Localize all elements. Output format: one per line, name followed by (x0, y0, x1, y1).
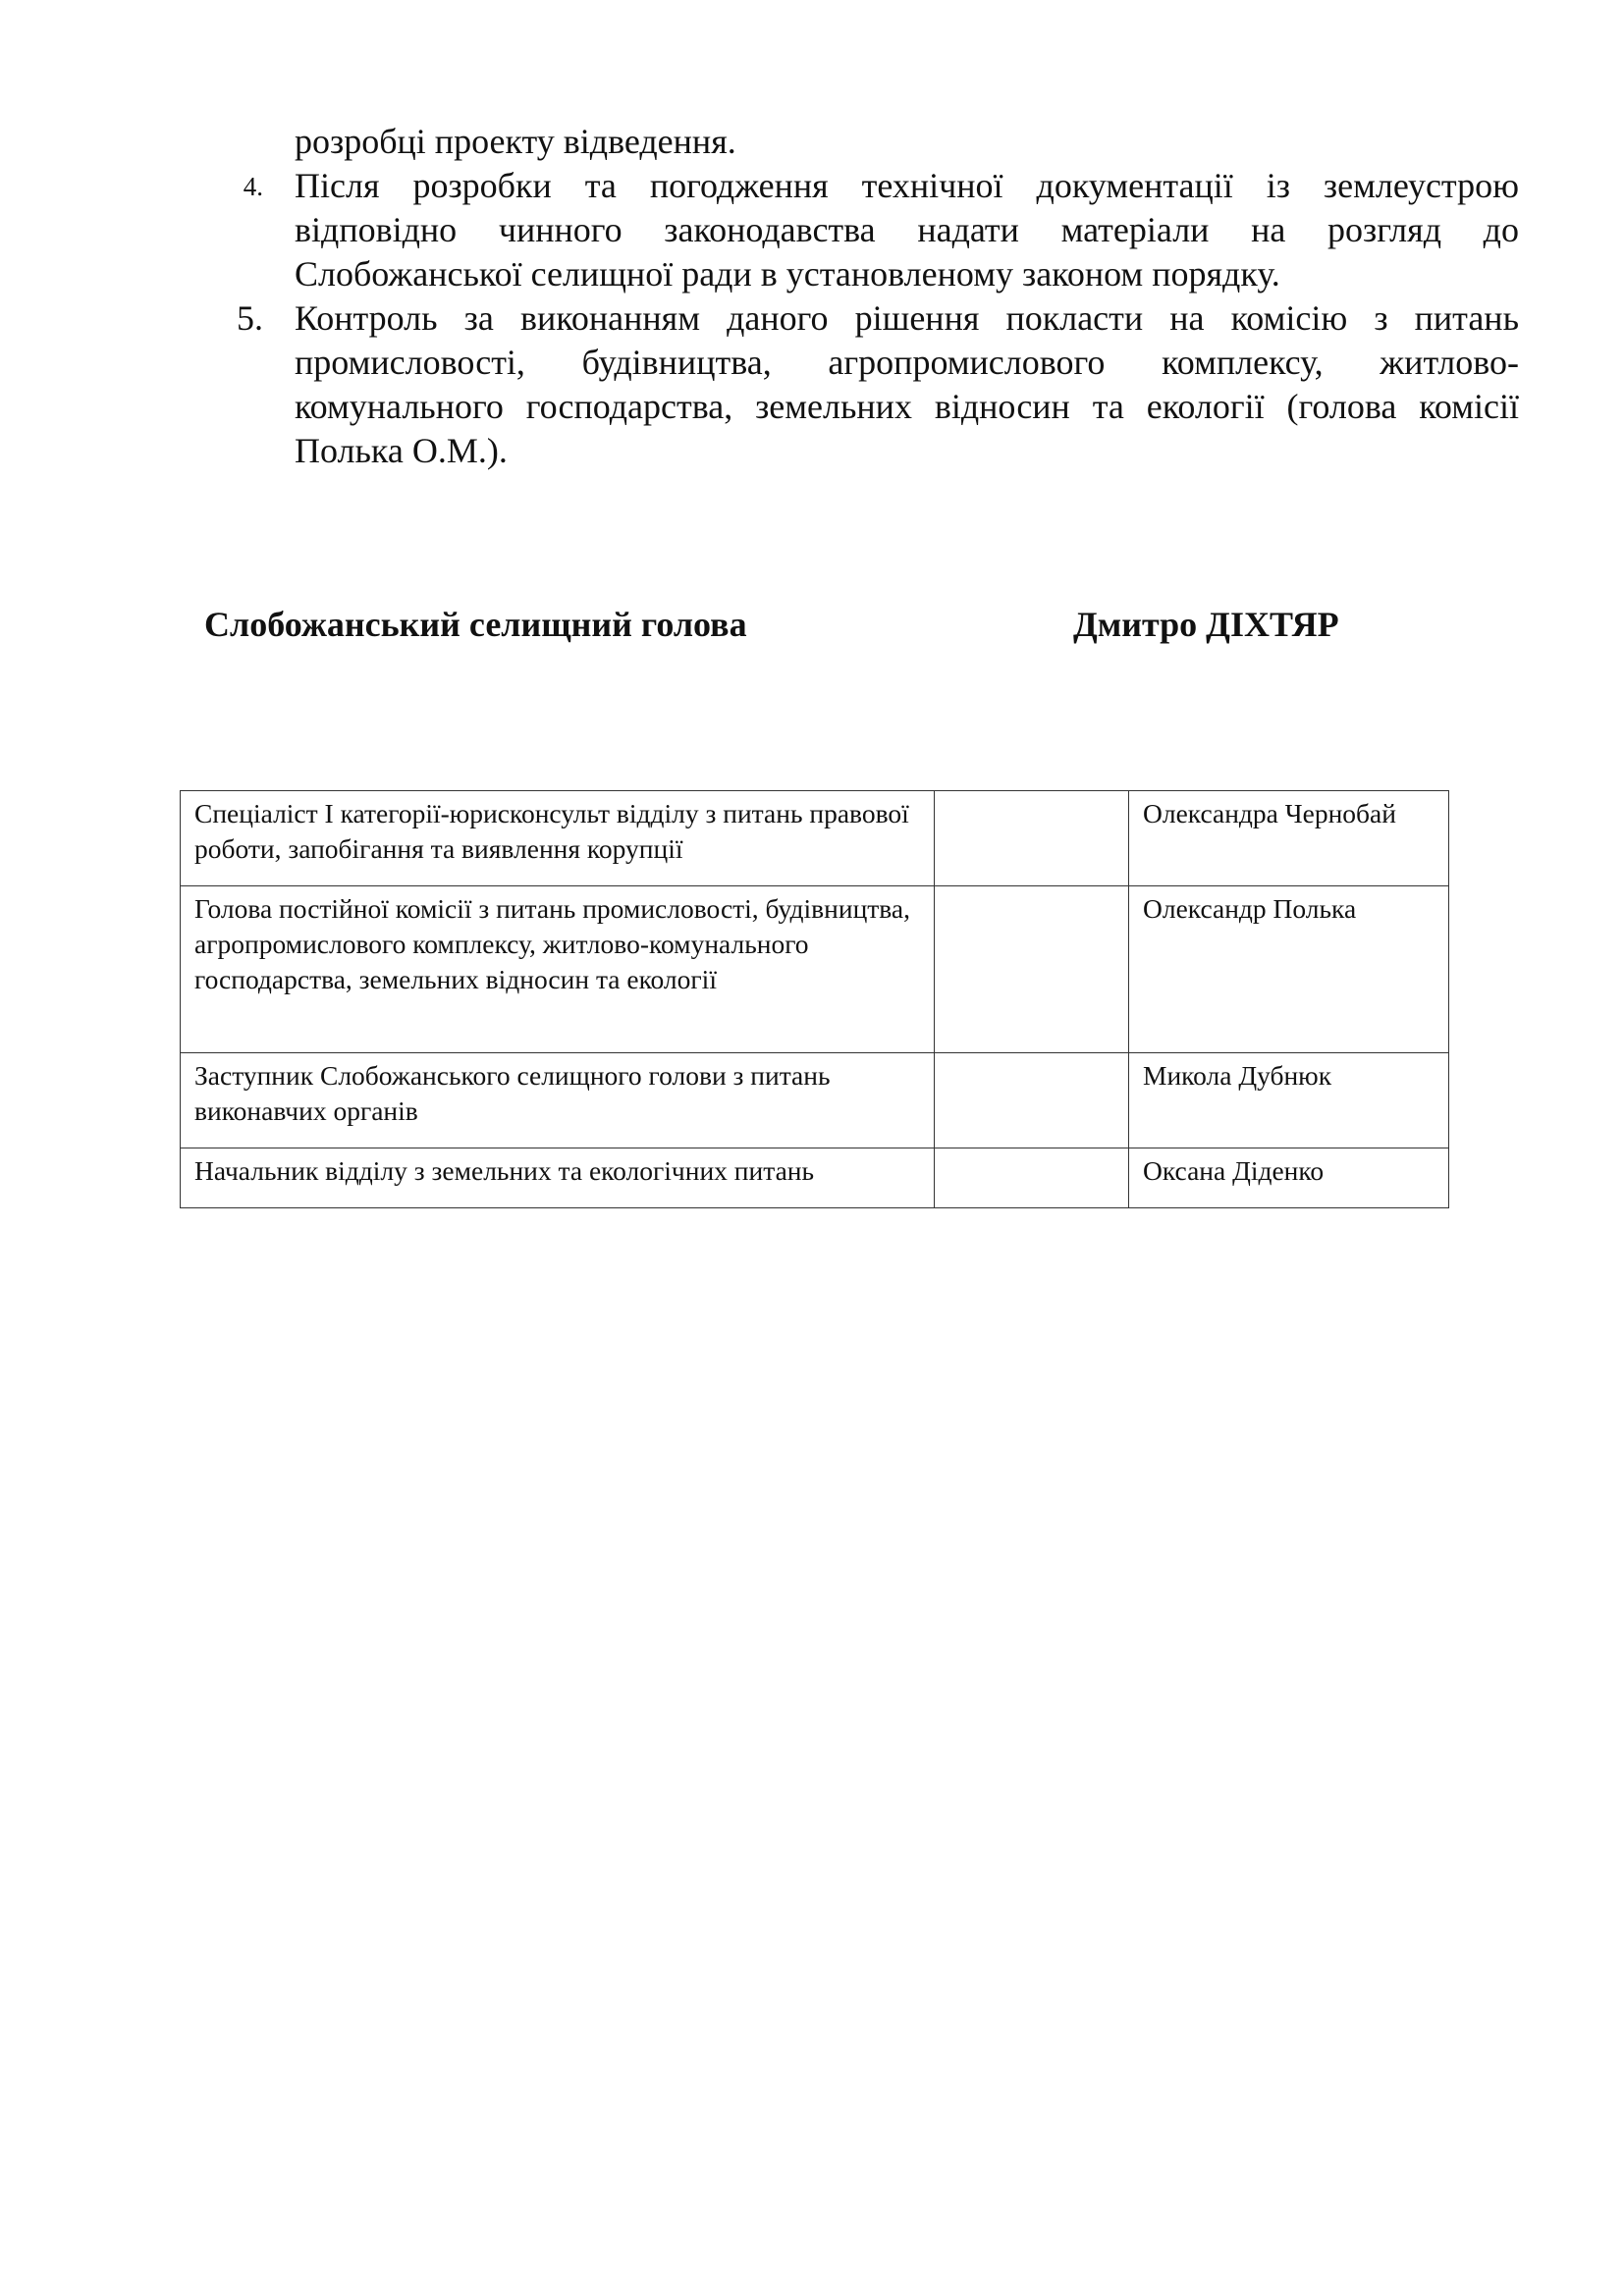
item-3-continuation: розробці проекту відведення. (295, 122, 736, 161)
item-5-line-4: Полька О.М.). (295, 431, 508, 470)
approval-position: Заступник Слобожанського селищного голови з питань виконавчих органів (181, 1053, 935, 1148)
approval-signature-cell (935, 1148, 1129, 1208)
item-4-number: 4. (243, 172, 263, 201)
item-5-number: 5. (237, 298, 263, 338)
item-4-line-2: відповідно чинного законодавства надати матеріали на розгляд до (295, 210, 1519, 249)
approval-row (181, 886, 1449, 1053)
approval-signature-cell (935, 886, 1129, 1053)
item-5-line-3: комунального господарства, земельних відносин та екології (голова комісії (295, 387, 1519, 426)
item-5-line-2: промисловості, будівництва, агропромислового комплексу, житлово- (295, 343, 1519, 382)
approval-name: Микола Дубнюк (1129, 1053, 1449, 1148)
approval-name: Оксана Діденко (1129, 1148, 1449, 1208)
signature-position: Слобожанський селищний голова (204, 605, 747, 644)
approval-row (181, 791, 1449, 886)
signature-name: Дмитро ДІХТЯР (1073, 605, 1339, 644)
approval-position: Голова постійної комісії з питань промисловості, будівництва, агропромислового комплексу, житлово-комунального господарства, земельних відносин та екології (181, 886, 935, 1053)
approval-table (180, 790, 1449, 1208)
approval-name: Олександра Чернобай (1129, 791, 1449, 886)
approval-signature-cell (935, 1053, 1129, 1148)
approval-row (181, 1053, 1449, 1148)
item-4-line-1: Після розробки та погодження технічної документації із землеустрою (295, 166, 1519, 205)
approval-signature-cell (935, 791, 1129, 886)
approval-position: Спеціаліст І категорії-юрисконсульт відділу з питань правової роботи, запобігання та виявлення корупції (181, 791, 935, 886)
approval-row (181, 1148, 1449, 1208)
approval-position: Начальник відділу з земельних та екологічних питань (181, 1148, 935, 1208)
item-4-line-3: Слобожанської селищної ради в установленому законом порядку. (295, 254, 1280, 294)
item-5-line-1: Контроль за виконанням даного рішення покласти на комісію з питань (295, 298, 1519, 338)
approval-name: Олександр Полька (1129, 886, 1449, 1053)
